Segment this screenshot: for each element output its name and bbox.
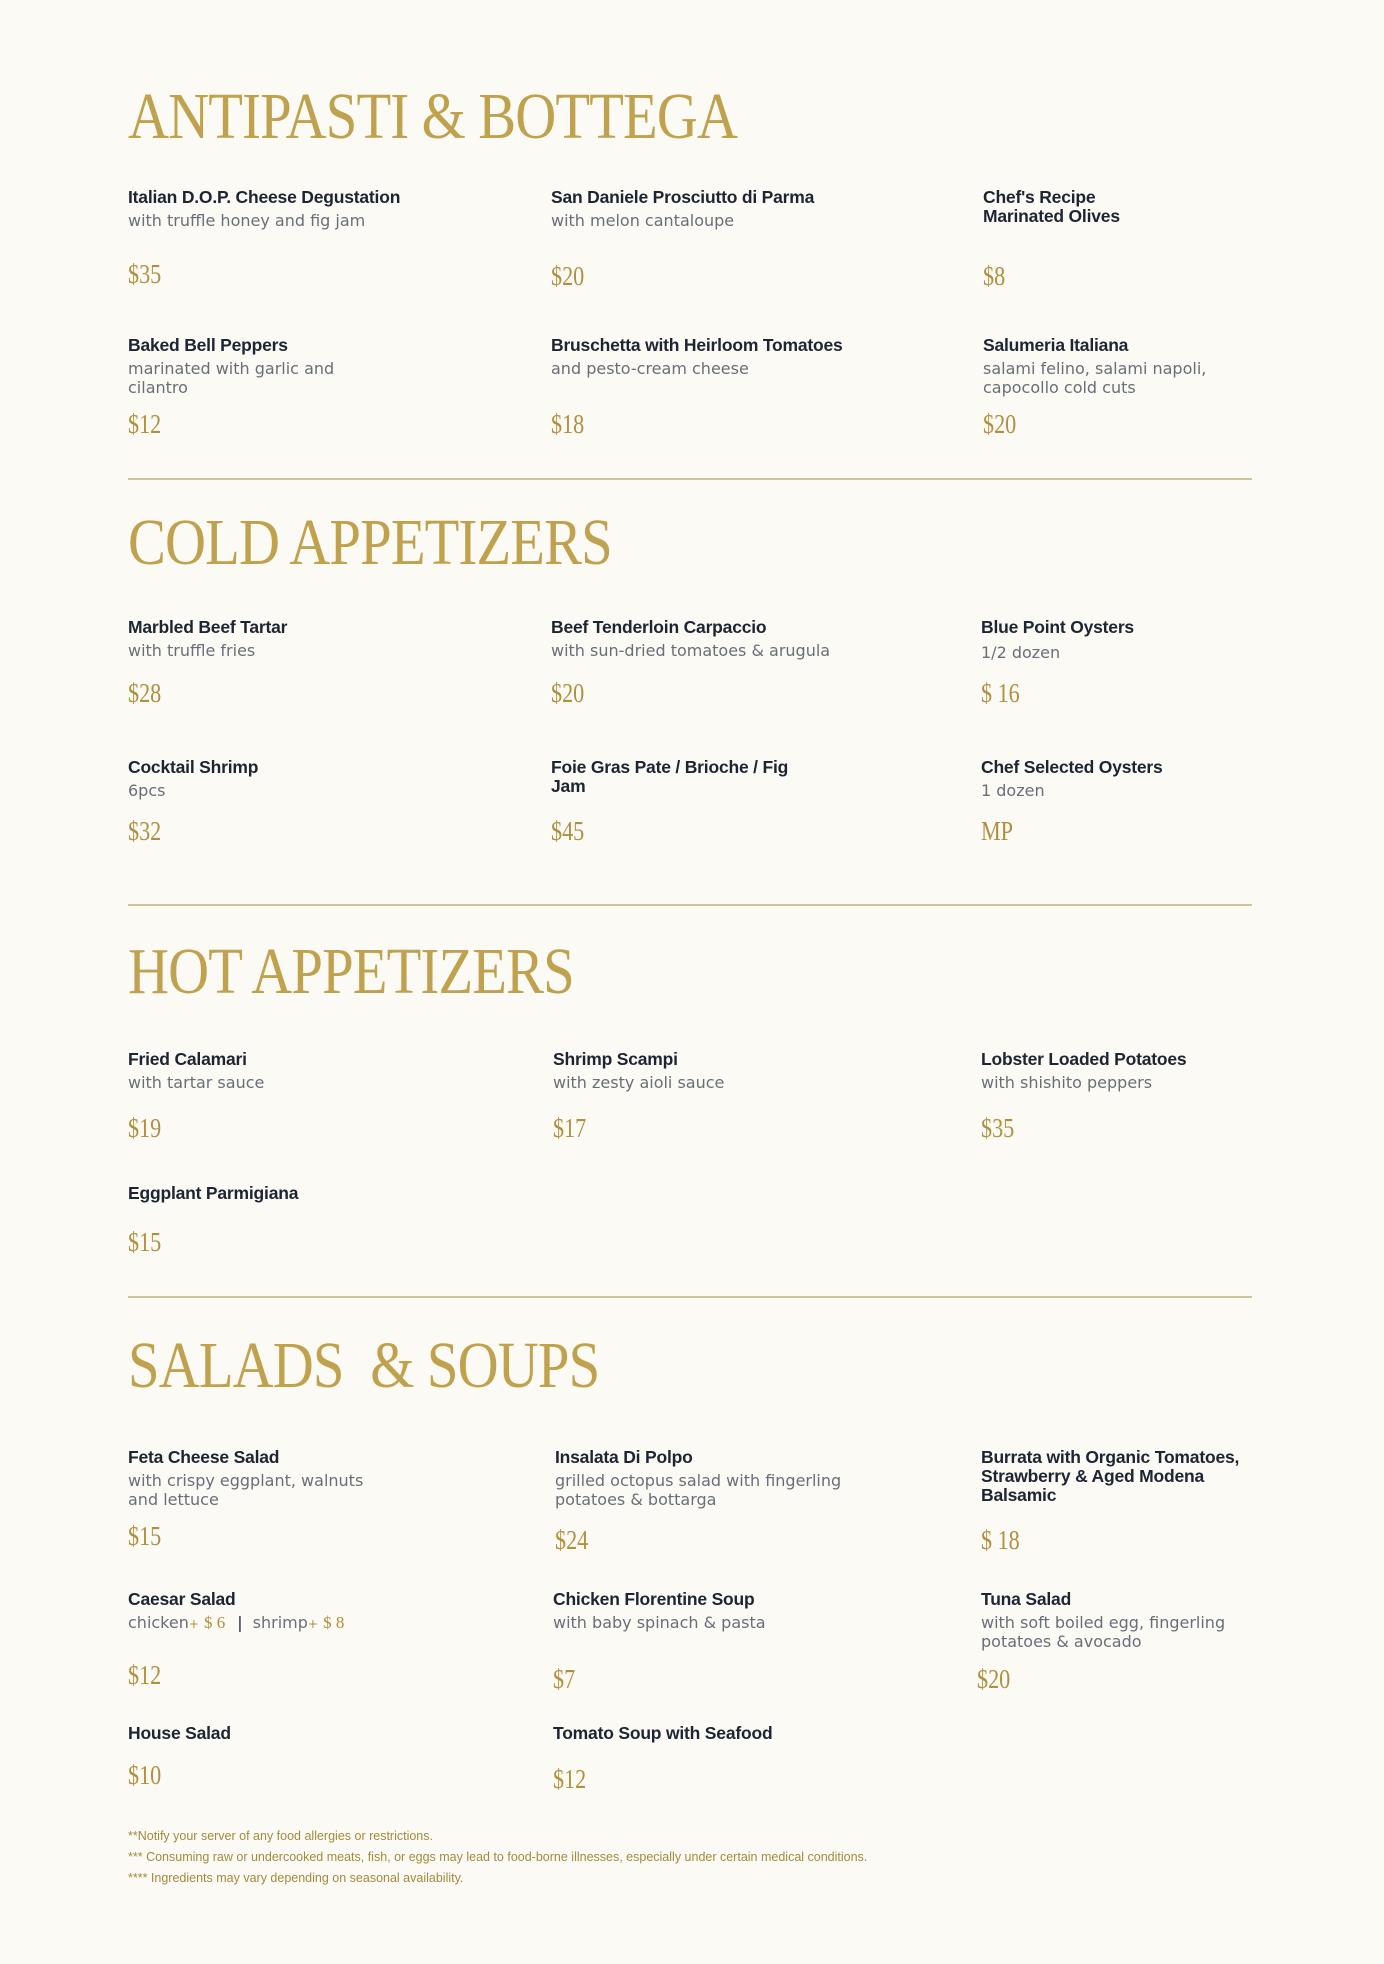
section-divider [128,1296,1252,1298]
item-desc: marinated with garlic and cilantro [128,359,335,397]
item-price: $8 [983,261,1006,291]
item-price: $15 [128,1521,162,1551]
section-title-antipasti: ANTIPASTI & BOTTEGA [128,80,738,153]
menu-item [128,1723,448,1790]
item-desc: with zesty aioli sauce [553,1073,725,1092]
section-title-cold-appetizers: COLD APPETIZERS [128,506,612,579]
item-price: MP [981,816,1014,846]
item-name: Lobster Loaded Potatoes [981,1049,1187,1069]
item-name: Shrimp Scampi [553,1049,678,1069]
menu-item [128,1589,448,1690]
item-price: $28 [128,678,162,708]
item-name: San Daniele Prosciutto di Parma [551,187,815,207]
addon-separator: | [237,1613,243,1632]
item-desc: and pesto-cream cheese [551,359,749,378]
item-desc: with crispy eggplant, walnuts and lettuce [128,1471,364,1509]
item-name: Insalata Di Polpo [555,1447,693,1467]
item-name: Fried Calamari [128,1049,247,1069]
menu-item [128,1183,448,1257]
menu-item [551,757,791,846]
addon-label: chicken [128,1613,189,1632]
item-name: Chef's Recipe Marinated Olives [983,187,1120,226]
menu-item [128,187,401,289]
addon-label: shrimp [252,1613,308,1632]
menu-item [553,1723,873,1794]
item-desc: with shishito peppers [981,1073,1153,1092]
item-desc: grilled octopus salad with fingerling potatoes & bottarga [555,1471,842,1509]
menu-item [555,1447,875,1555]
item-price: $35 [128,259,162,289]
item-desc: 1/2 dozen [981,643,1061,662]
item-price: $ 18 [981,1525,1020,1555]
item-price: $20 [551,678,585,708]
item-price: $20 [983,409,1017,439]
item-desc: salami felino, salami napoli, capocollo cold cuts [983,359,1207,397]
section-title-salads-soups: SALADS & SOUPS [128,1329,600,1402]
item-name: Eggplant Parmigiana [128,1183,299,1203]
footnote: *** Consuming raw or undercooked meats, fish, or eggs may lead to food-borne illnesses, especially under certain medical conditions. [128,1850,868,1864]
item-name: Chef Selected Oysters [981,757,1163,777]
addon-price: $ 8 [323,1613,345,1632]
menu-item [128,757,448,846]
item-price: $18 [551,409,585,439]
section-title-hot-appetizers: HOT APPETIZERS [128,935,574,1008]
caesar-addons [128,1613,448,1634]
item-price: $12 [128,409,162,439]
item-name: Chicken Florentine Soup [553,1589,755,1609]
menu-item [981,1447,1271,1555]
menu-item [977,1589,1261,1694]
item-name: Blue Point Oysters [981,617,1134,637]
menu-item [553,1589,873,1694]
menu-item [551,187,871,291]
item-name: Cocktail Shrimp [128,757,259,777]
item-name: Tuna Salad [981,1589,1072,1609]
footnote: **Notify your server of any food allergies or restrictions. [128,1829,433,1843]
item-price: $15 [128,1227,162,1257]
menu-item [551,617,911,708]
item-price: $17 [553,1113,587,1143]
item-price: $20 [977,1664,1011,1694]
menu-item [983,335,1243,439]
item-desc: with truffle honey and fig jam [128,211,366,230]
item-name: Marbled Beef Tartar [128,617,288,637]
item-desc: with truffle fries [128,641,256,660]
item-name: Italian D.O.P. Cheese Degustation [128,187,401,207]
addon-plus: + [307,1617,318,1631]
item-price: $ 16 [981,678,1020,708]
item-name: Caesar Salad [128,1589,236,1609]
item-price: $35 [981,1113,1015,1143]
menu-item [553,1049,873,1143]
footnote: **** Ingredients may vary depending on seasonal availability. [128,1871,464,1885]
menu-item [981,617,1301,708]
menu-item [551,335,871,439]
item-name: Feta Cheese Salad [128,1447,280,1467]
menu-item [128,1447,378,1551]
menu-item [128,335,368,439]
item-name: Foie Gras Pate / Brioche / Fig Jam [551,757,789,796]
menu-item [981,757,1301,846]
item-name: Beef Tenderloin Carpaccio [551,617,767,637]
item-price: $12 [553,1764,587,1794]
item-price: $19 [128,1113,162,1143]
item-name: Baked Bell Peppers [128,335,288,355]
item-name: Bruschetta with Heirloom Tomatoes [551,335,843,355]
item-name: Salumeria Italiana [983,335,1129,355]
menu-item [981,1049,1301,1143]
item-price: $12 [128,1660,162,1690]
item-desc: with soft boiled egg, fingerling potatoes & avocado [981,1613,1226,1651]
item-price: $45 [551,816,585,846]
item-desc: 6pcs [128,781,166,800]
item-desc: with baby spinach & pasta [553,1613,766,1632]
addon-price: $ 6 [204,1613,226,1632]
menu-item [983,187,1143,291]
item-price: $10 [128,1760,162,1790]
item-price: $20 [551,261,585,291]
item-name: House Salad [128,1723,231,1743]
item-name: Burrata with Organic Tomatoes, Strawberry & Aged Modena Balsamic [981,1447,1240,1505]
item-desc: with melon cantaloupe [551,211,735,230]
footnotes [128,1826,867,1889]
item-name: Tomato Soup with Seafood [553,1723,773,1743]
item-desc: with sun-dried tomatoes & arugula [551,641,831,660]
menu-item [128,617,448,708]
item-price: $32 [128,816,162,846]
menu-item [128,1049,448,1143]
section-divider [128,478,1252,480]
section-divider [128,904,1252,906]
addon-plus: + [188,1617,199,1631]
item-price: $24 [555,1525,589,1555]
item-desc: with tartar sauce [128,1073,265,1092]
item-desc: 1 dozen [981,781,1045,800]
item-price: $7 [553,1664,576,1694]
